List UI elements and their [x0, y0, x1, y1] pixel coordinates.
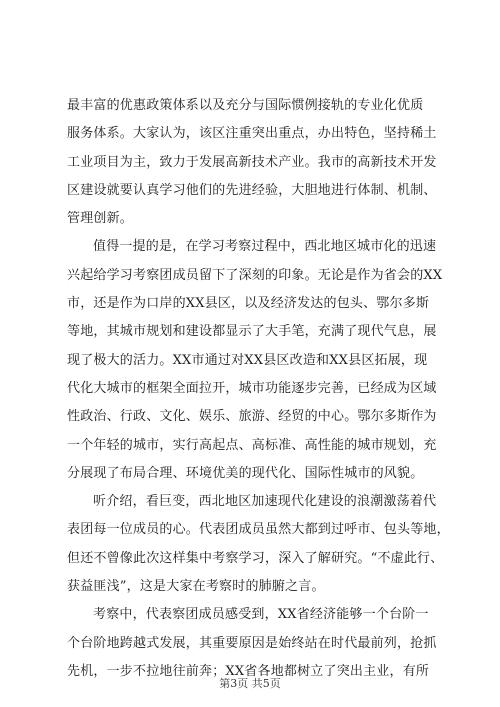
paragraph-first-line: 听介绍，看巨变，西北地区加速现代化建设的浪潮激荡着代 [93, 494, 437, 510]
text-line: 兴起给学习考察团成员留下了深刻的印象。无论是作为省会的XX [67, 267, 443, 283]
document-body [67, 92, 450, 686]
text-line: 个台阶地跨越式发展，其重要原因是始终站在时代最前列，抢抓 [67, 635, 437, 651]
paragraph-first-line: 考察中，代表察团成员感受到，XX省经济能够一个台阶一 [93, 607, 429, 623]
text-line: 最丰富的优惠政策体系以及充分与国际惯例接轨的专业化优质 [67, 98, 424, 113]
text-line: 一个年轻的城市，实行高起点、高标准、高性能的城市规划，充 [67, 437, 437, 453]
text-line: 分展现了布局合理、环境优美的现代化、国际性城市的风貌。 [67, 465, 424, 481]
text-line: 先机，一步不拉地往前奔；XX省各地都树立了突出主业，有所 [67, 663, 430, 679]
page-number-footer: 第3页 共5页 [219, 677, 281, 690]
text-line: 获益匪浅”，这是大家在考察时的肺腑之言。 [67, 579, 325, 595]
text-line: 性政治、行政、文化、娱乐、旅游、经贸的中心。鄂尔多斯作为 [67, 409, 437, 425]
text-line: 但还不曾像此次这样集中考察学习，深入了解研究。“不虚此行、 [67, 550, 444, 566]
paragraph-first-line: 值得一提的是，在学习考察过程中，西北地区城市化的迅速 [93, 239, 437, 255]
text-line: 区建设就要认真学习他们的先进经验，大胆地进行体制、机制、 [67, 182, 437, 198]
text-line: 现了极大的活力。XX市通过对XX县区改造和XX县区拓展，现 [67, 352, 428, 368]
text-line: 工业项目为主，致力于发展高新技术产业。我市的高新技术开发 [67, 154, 437, 170]
text-line: 市，还是作为口岸的XX县区，以及经济发达的包头、鄂尔多斯 [67, 296, 430, 312]
text-line: 代化大城市的框架全面拉开，城市功能逐步完善，已经成为区域 [67, 380, 437, 396]
text-line: 等地，其城市规划和建设都显示了大手笔，充满了现代气息，展 [67, 324, 437, 340]
text-line: 表团每一位成员的心。代表团成员虽然大都到过呼市、包头等地， [67, 522, 450, 538]
text-line: 管理创新。 [67, 211, 134, 227]
text-line: 服务体系。大家认为，该区注重突出重点，办出特色，坚持稀土 [67, 126, 437, 142]
